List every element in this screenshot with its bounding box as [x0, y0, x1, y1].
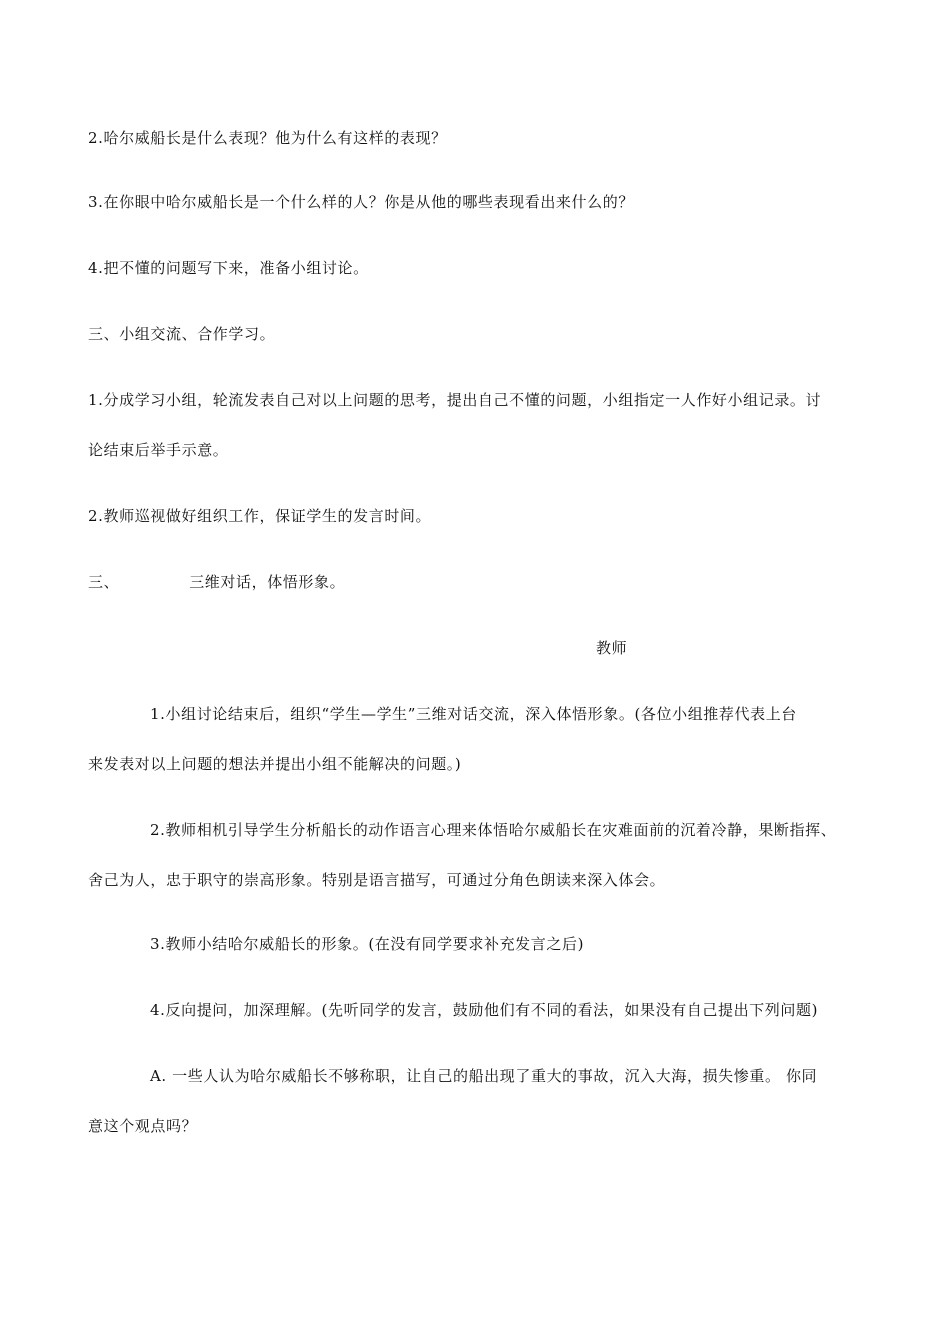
section-title: 三维对话，体悟形象。: [189, 573, 346, 591]
section-number: 三、: [88, 573, 120, 591]
section-heading-group-study: 三、小组交流、合作学习。: [88, 325, 276, 343]
teacher-step-2-line-2: 舍己为人，忠于职守的崇高形象。特别是语言描写，可通过分角色朗读来深入体会。: [88, 871, 666, 889]
teacher-step-4: 4.反向提问，加深理解。(先听同学的发言，鼓励他们有不同的看法，如果没有自己提出下列问题): [150, 1001, 819, 1019]
step-1-line-1: 1.分成学习小组，轮流发表自己对以上问题的思考，提出自己不懂的问题，小组指定一人作好小组记录。讨: [88, 391, 822, 409]
question-3: 3.在你眼中哈尔威船长是一个什么样的人？你是从他的哪些表现看出来什么的？: [88, 193, 634, 211]
step-1-line-2: 论结束后举手示意。: [88, 441, 229, 459]
step-2: 2.教师巡视做好组织工作，保证学生的发言时间。: [88, 507, 432, 525]
teacher-step-1-line-1: 1.小组讨论结束后，组织“学生—学生”三维对话交流，深入体悟形象。(各位小组推荐代表上台: [150, 705, 797, 723]
teacher-step-2-line-1: 2.教师相机引导学生分析船长的动作语言心理来体悟哈尔威船长在灾难面前的沉着冷静，果断指挥、: [150, 821, 837, 839]
teacher-step-3: 3.教师小结哈尔威船长的形象。(在没有同学要求补充发言之后): [150, 935, 585, 953]
question-4: 4.把不懂的问题写下来，准备小组讨论。: [88, 259, 369, 277]
teacher-step-1-line-2: 来发表对以上问题的想法并提出小组不能解决的问题。): [88, 755, 462, 773]
question-a-line-2: 意这个观点吗？: [88, 1117, 198, 1135]
teacher-label: 教师: [596, 639, 628, 657]
question-2: 2.哈尔威船长是什么表现？他为什么有这样的表现？: [88, 129, 447, 147]
question-a-line-1: A. 一些人认为哈尔威船长不够称职，让自己的船出现了重大的事故，沉入大海，损失惨重。 你同: [150, 1067, 818, 1085]
section-heading-dialogue: [88, 572, 345, 592]
